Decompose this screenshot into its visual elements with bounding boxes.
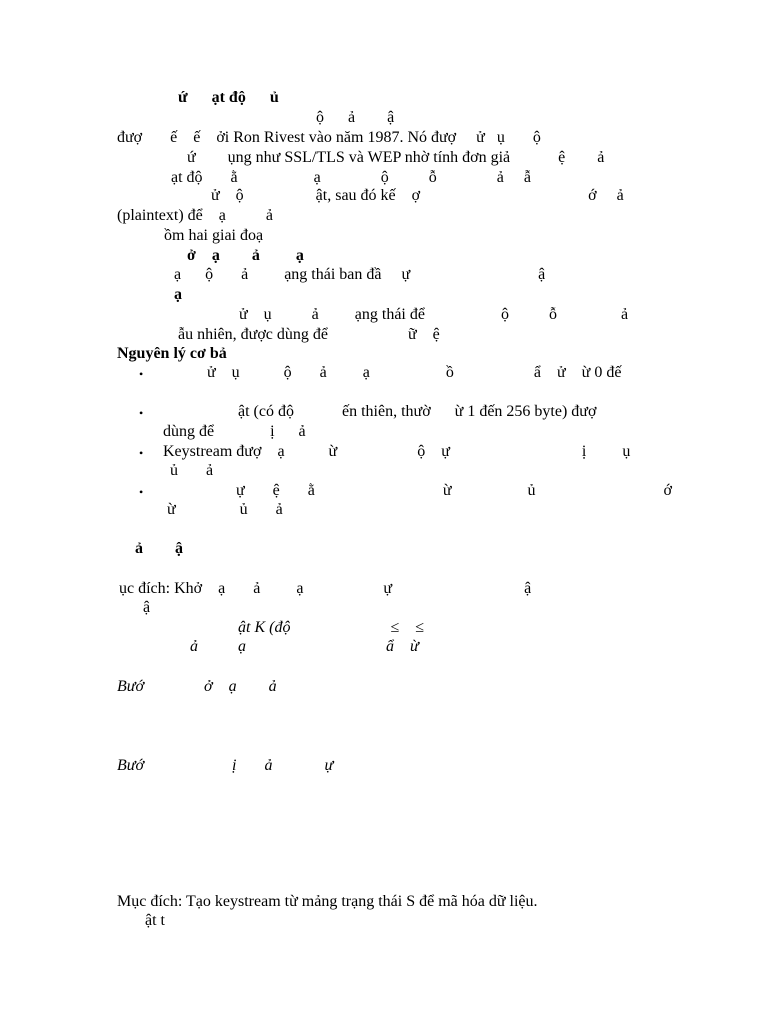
- text-line: ẫu nhiên, được dùng để ữ ệ: [178, 326, 440, 343]
- subheading: ở ạ ả ạ: [187, 247, 304, 264]
- bullet-text: Keystream đượ ạ ừ ộ ự ị ụ: [163, 443, 631, 460]
- text-line: ộ ả ậ: [316, 109, 395, 126]
- step-label: Bướ ị ả ự: [117, 757, 334, 774]
- text-line: ử ụ ả ạng thái để ộ ỗ ả: [239, 306, 629, 323]
- text-line: Mục đích: Tạo keystream từ mảng trạng thái S để mã hóa dữ liệu.: [117, 893, 538, 910]
- section-heading: ả ậ: [135, 540, 183, 557]
- text-line: ứ ụng như SSL/TLS và WEP nhờ tính đơn giả ệ ả: [187, 149, 605, 166]
- section-heading-principles: Nguyên lý cơ bả: [117, 345, 227, 362]
- subheading: ạ: [174, 286, 182, 303]
- text-line: ử ộ ật, sau đó kế ợ ớ ả: [211, 187, 624, 204]
- text-line: đượ ế ế ởi Ron Rivest vào năm 1987. Nó đượ ử ụ ộ: [117, 129, 541, 146]
- text-line: (plaintext) để ạ ả: [117, 207, 273, 224]
- step-label: Bướ ở ạ ả: [117, 678, 277, 695]
- bullet-marker: •: [139, 446, 144, 460]
- bullet-text: dùng để ị ả: [163, 423, 306, 440]
- text-line: ật t: [145, 912, 165, 929]
- text-line: ậ: [143, 599, 151, 616]
- bullet-marker: •: [139, 406, 144, 420]
- bullet-text: ử ụ ộ ả ạ ồ ẩ ử ừ 0 đế: [207, 364, 622, 381]
- bullet-marker: •: [139, 485, 144, 499]
- text-line: ồm hai giai đoạ: [164, 227, 264, 244]
- text-line: ạ ộ ả ạng thái ban đầ ự ậ: [174, 266, 546, 283]
- text-line: ật K (độ ≤ ≤: [238, 619, 425, 636]
- text-line: ả ạ ẩ ừ: [190, 638, 419, 655]
- bullet-text: ủ ả: [170, 462, 214, 479]
- text-line: ục đích: Khở ạ ả ạ ự ậ: [119, 580, 532, 597]
- bullet-text: ừ ủ ả: [167, 501, 283, 518]
- bullet-text: ật (có độ ến thiên, thườ ừ 1 đến 256 byte) đượ: [238, 403, 597, 420]
- bullet-marker: •: [139, 367, 144, 381]
- heading-title: ứ ạt độ ủ: [178, 89, 279, 106]
- bullet-text: ự ệ ằ ừ ủ ớ: [236, 482, 673, 499]
- text-line: ạt độ ằ ạ ộ ỗ ả ẫ: [171, 169, 531, 186]
